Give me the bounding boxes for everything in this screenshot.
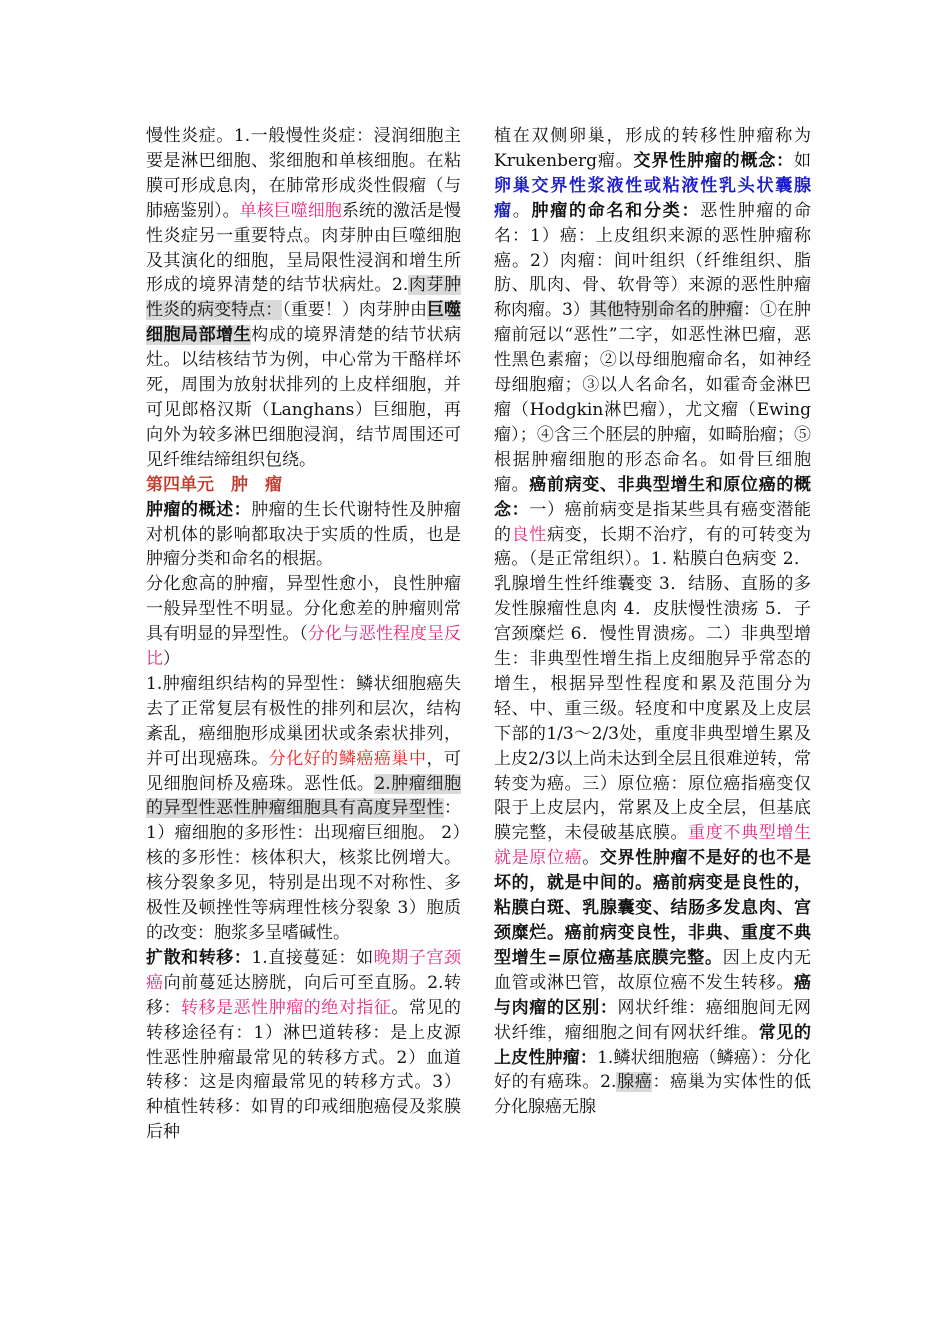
text-run: 肉芽肿性炎的病变特点： bbox=[146, 275, 461, 321]
text-run: 系统的激活是慢性炎症另一重要特点。肉芽肿由巨噬细胞及其演化的细胞，呈局限性浸润和增生所形成的境界清楚的结节状病灶。2. bbox=[146, 200, 462, 296]
text-run: 癌前病变、非典型增生和原位癌的概念： bbox=[494, 474, 812, 520]
text-run: 癌与肉瘤的区别： bbox=[494, 972, 811, 1018]
text-run: 肿瘤的概述： bbox=[146, 499, 252, 520]
text-run: 因上皮内无血管或淋巴管，故原位癌不发生转移。 bbox=[494, 947, 812, 993]
paragraph-spread-metastasis bbox=[146, 946, 461, 1145]
text-run: 腺癌 bbox=[616, 1072, 653, 1093]
text-run: ） bbox=[163, 649, 180, 670]
text-run: 向前蔓延达膀胱，向后可至直肠。2.转移： bbox=[146, 972, 461, 1018]
text-run: 。 bbox=[582, 848, 600, 869]
paragraph-differentiation bbox=[146, 572, 461, 672]
text-run: 肿瘤的生长代谢特性及肿瘤对机体的影响都取决于实质的性质，也是肿瘤分类和命名的根据。 bbox=[146, 499, 462, 570]
text-run: 构成的境界清楚的结节状病灶。以结核结节为例，中心常为干酪样坏死，周围为放射状排列的上皮样细胞，并可见郎格汉斯（Langhans）巨细胞，再向外为较多淋巴细胞浸润，结节周围还可见纤维结缔组织包绕。 bbox=[146, 325, 462, 470]
text-run: 分化与恶性程度呈反比 bbox=[146, 624, 462, 670]
text-run: 晚期子宫颈癌 bbox=[146, 947, 462, 993]
text-run: ：癌巢为实体性的低分化腺癌无腺 bbox=[494, 1072, 811, 1118]
text-run: 巨噬细胞局部增生 bbox=[146, 300, 462, 346]
text-run: 常见的上皮性肿瘤： bbox=[494, 1022, 812, 1068]
text-run: 分化愈高的肿瘤，异型性愈小，良性肿瘤一般异型性不明显。分化愈差的肿瘤则常具有明显的异型性。（ bbox=[146, 574, 461, 645]
text-run: 1.肿瘤组织结构的异型性：鳞状细胞癌失去了正常复层有极性的排列和层次，结构紊乱，癌细胞形成巢团状或条索状排列，并可出现癌珠。 bbox=[146, 673, 461, 769]
text-run: 肿瘤的命名和分类： bbox=[531, 200, 701, 221]
text-run: 恶性肿瘤的命名：1）癌：上皮组织来源的恶性肿瘤称癌。2）肉瘤：间叶组织（纤维组织、脂肪、肌肉、骨、软骨等）来源的恶性肿瘤称肉瘤。3） bbox=[494, 200, 811, 321]
text-run: 交界性肿瘤不是好的也不是坏的，就是中间的。癌前病变是良性的，粘膜白斑、乳腺囊变、结肠多发息肉、宫颈糜烂。癌前病变良性，非典、重度不典型增生=原位癌基底膜完整。 bbox=[494, 848, 812, 968]
text-run: ，可见细胞间桥及癌珠。恶性低。 bbox=[146, 748, 462, 794]
text-run: 。常见的转移途径有：1）淋巴道转移：是上皮源性恶性肿瘤最常见的转移方式。2）血道转移：这是肉瘤最常见的转移方式。3）种植性转移：如胃的印戒细胞癌侵及浆膜后种 bbox=[146, 997, 462, 1143]
left-column bbox=[146, 124, 461, 1145]
text-run: 单核巨噬细胞 bbox=[239, 200, 342, 221]
text-run: 交界性肿瘤的概念： bbox=[633, 150, 794, 171]
paragraph-tumor-overview bbox=[146, 498, 461, 573]
text-run: 病变，长期不治疗，有的可转变为癌。（是正常组织）。1. 粘膜白色病变 2．乳腺增生性纤维囊变 3．结肠、直肠的多发性腺瘤性息肉 4．皮肤慢性溃疡 5．子宫颈糜烂 6．慢性胃溃疡。二）非典型增生：非典型性增生指上皮细胞异乎常态的增生，根据异型性程度和累及范围分为轻、中、重三级。轻度和中度累及上皮层下部的1/3～2/3处，重度非典型增生累及上皮2/3以上尚未达到全层且很难逆转，常转变为癌。三）原位癌：原位癌指癌变仅限于上皮层内，常累及上皮全层，但基底膜完整，未侵破基底膜。 bbox=[494, 524, 812, 844]
text-run: 扩散和转移： bbox=[146, 947, 252, 968]
text-run: 重度不典型增生就是原位癌 bbox=[494, 823, 812, 869]
text-run: 卵巢交界性浆液性或粘液性乳头状囊腺瘤 bbox=[494, 175, 811, 221]
text-run: 转移是恶性肿瘤的绝对指征 bbox=[181, 997, 392, 1018]
text-run: 1.直接蔓延：如 bbox=[251, 947, 374, 968]
text-run: （重要！）肉芽肿由 bbox=[282, 300, 427, 321]
text-run: ：①在肿瘤前冠以“恶性”二字，如恶性淋巴瘤，恶性黑色素瘤；②以母细胞瘤命名，如神经母细胞瘤；③以人名命名，如霍奇金淋巴瘤（Hodgkin淋巴瘤），尤文瘤（Ewing瘤）；④含三个胚层的肿瘤，如畸胎瘤；⑤根据肿瘤细胞的形态命名。如骨巨细胞瘤。 bbox=[494, 300, 811, 495]
paragraph-chronic-inflammation bbox=[146, 124, 461, 473]
unit-title: 第四单元 肿 瘤 bbox=[146, 474, 282, 495]
text-run: 1.鳞状细胞癌（鳞癌）：分化好的有癌珠。2. bbox=[494, 1047, 811, 1093]
text-run: 植在双侧卵巢，形成的转移性肿瘤称为Krukenberg瘤。 bbox=[494, 126, 811, 171]
text-run: 慢性炎症。1.一般慢性炎症：浸润细胞主要是淋巴细胞、浆细胞和单核细胞。在粘膜可形成息肉，在肺常形成炎性假瘤（与肺癌鉴别）。 bbox=[146, 126, 461, 221]
text-run: ：1）瘤细胞的多形性：出现瘤巨细胞。 2）核的多形性：核体积大，核浆比例增大。核分裂象多见，特别是出现不对称性、多极性及顿挫性等病理性核分裂象 3）胞质的改变：胞浆多呈嗜碱性。 bbox=[146, 798, 461, 943]
text-run: 。 bbox=[512, 200, 532, 221]
paragraph-atypia bbox=[146, 672, 461, 946]
text-run: 2.肿瘤细胞的异型性恶性肿瘤细胞具有高度异型性 bbox=[146, 773, 461, 819]
text-run: 网状纤维：癌细胞间无网状纤维，瘤细胞之间有网状纤维。 bbox=[494, 997, 812, 1043]
section-heading bbox=[146, 473, 461, 498]
text-run: 一）癌前病变是指某些具有癌变潜能的 bbox=[494, 499, 812, 545]
paragraph-right-main bbox=[494, 124, 811, 1120]
text-run: 其他特别命名的肿瘤 bbox=[589, 300, 743, 321]
text-run: 如 bbox=[794, 150, 811, 171]
text-run: 分化好的鳞癌癌巢中 bbox=[268, 748, 427, 769]
text-run: 良性 bbox=[511, 524, 547, 545]
right-column bbox=[494, 124, 811, 1120]
